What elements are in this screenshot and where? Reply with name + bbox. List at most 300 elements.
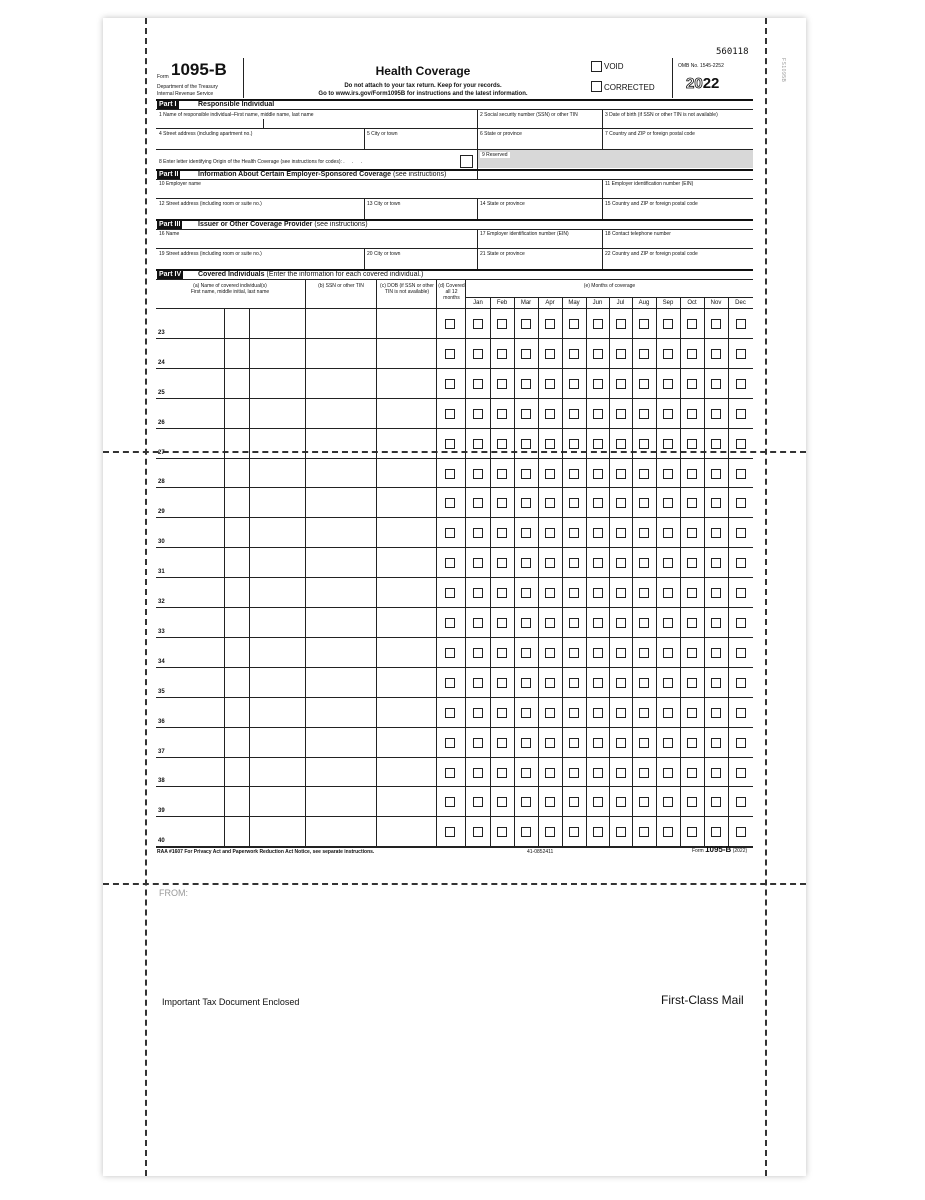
month-checkbox-feb[interactable] bbox=[497, 319, 507, 329]
month-checkbox-apr[interactable] bbox=[545, 588, 555, 598]
covered-12-months-checkbox[interactable] bbox=[445, 648, 455, 658]
month-checkbox-sep[interactable] bbox=[663, 409, 673, 419]
month-checkbox-aug[interactable] bbox=[639, 439, 649, 449]
month-checkbox-apr[interactable] bbox=[545, 498, 555, 508]
month-checkbox-jun[interactable] bbox=[593, 768, 603, 778]
footer-form-ref: Form 1095-B (2022) bbox=[692, 845, 748, 854]
month-checkbox-jun[interactable] bbox=[593, 558, 603, 568]
month-checkbox-jan[interactable] bbox=[473, 708, 483, 718]
month-checkbox-jun[interactable] bbox=[593, 319, 603, 329]
covered-12-months-checkbox[interactable] bbox=[445, 618, 455, 628]
field-9-label: 9 Reserved bbox=[482, 152, 508, 158]
month-checkbox-feb[interactable] bbox=[497, 618, 507, 628]
month-checkbox-dec[interactable] bbox=[736, 349, 746, 359]
month-checkbox-jun[interactable] bbox=[593, 379, 603, 389]
month-checkbox-may[interactable] bbox=[569, 409, 579, 419]
month-checkbox-sep[interactable] bbox=[663, 379, 673, 389]
month-checkbox-jul[interactable] bbox=[616, 498, 626, 508]
month-checkbox-oct[interactable] bbox=[687, 349, 697, 359]
month-checkbox-oct[interactable] bbox=[687, 648, 697, 658]
month-checkbox-jul[interactable] bbox=[616, 439, 626, 449]
month-checkbox-aug[interactable] bbox=[639, 558, 649, 568]
corrected-checkbox[interactable] bbox=[591, 81, 602, 92]
month-checkbox-jun[interactable] bbox=[593, 498, 603, 508]
month-checkbox-jan[interactable] bbox=[473, 678, 483, 688]
month-checkbox-sep[interactable] bbox=[663, 469, 673, 479]
month-checkbox-mar[interactable] bbox=[521, 528, 531, 538]
month-checkbox-jan[interactable] bbox=[473, 827, 483, 837]
month-checkbox-sep[interactable] bbox=[663, 648, 673, 658]
field-3-label: 3 Date of birth (if SSN or other TIN is not available) bbox=[605, 112, 718, 118]
month-checkbox-aug[interactable] bbox=[639, 469, 649, 479]
month-col-rule bbox=[586, 297, 587, 846]
month-checkbox-sep[interactable] bbox=[663, 708, 673, 718]
perforation-left bbox=[145, 18, 147, 1176]
month-checkbox-dec[interactable] bbox=[736, 708, 746, 718]
part2-title: Information About Certain Employer-Sponsored Coverage (see instructions) bbox=[198, 171, 447, 178]
month-checkbox-sep[interactable] bbox=[663, 439, 673, 449]
field-5-label: 5 City or town bbox=[367, 131, 398, 137]
month-checkbox-feb[interactable] bbox=[497, 678, 507, 688]
rule bbox=[156, 128, 753, 129]
month-checkbox-jul[interactable] bbox=[616, 648, 626, 658]
month-checkbox-jul[interactable] bbox=[616, 618, 626, 628]
month-checkbox-nov[interactable] bbox=[711, 469, 721, 479]
row-rule bbox=[156, 428, 753, 429]
form-code: 560118 bbox=[716, 47, 749, 57]
row-rule bbox=[156, 607, 753, 608]
row-rule bbox=[156, 727, 753, 728]
month-checkbox-may[interactable] bbox=[569, 319, 579, 329]
month-checkbox-dec[interactable] bbox=[736, 768, 746, 778]
month-checkbox-apr[interactable] bbox=[545, 618, 555, 628]
month-checkbox-jun[interactable] bbox=[593, 708, 603, 718]
month-checkbox-jul[interactable] bbox=[616, 528, 626, 538]
part4-label: Part IV bbox=[159, 271, 182, 278]
month-checkbox-feb[interactable] bbox=[497, 708, 507, 718]
row-number-39: 39 bbox=[158, 808, 165, 814]
month-checkbox-oct[interactable] bbox=[687, 379, 697, 389]
month-checkbox-apr[interactable] bbox=[545, 827, 555, 837]
covered-12-months-checkbox[interactable] bbox=[445, 588, 455, 598]
month-checkbox-dec[interactable] bbox=[736, 319, 746, 329]
row-rule bbox=[156, 547, 753, 548]
month-checkbox-may[interactable] bbox=[569, 439, 579, 449]
important-tax-doc: Important Tax Document Enclosed bbox=[162, 997, 300, 1007]
month-checkbox-oct[interactable] bbox=[687, 678, 697, 688]
header-divider-right bbox=[672, 58, 673, 98]
month-checkbox-mar[interactable] bbox=[521, 827, 531, 837]
covered-12-months-checkbox[interactable] bbox=[445, 708, 455, 718]
row-number-31: 31 bbox=[158, 569, 165, 575]
month-checkbox-mar[interactable] bbox=[521, 708, 531, 718]
part3-title: Issuer or Other Coverage Provider (see instructions) bbox=[198, 221, 368, 228]
month-checkbox-aug[interactable] bbox=[639, 648, 649, 658]
month-checkbox-aug[interactable] bbox=[639, 498, 649, 508]
month-checkbox-jun[interactable] bbox=[593, 797, 603, 807]
month-checkbox-mar[interactable] bbox=[521, 797, 531, 807]
month-checkbox-jul[interactable] bbox=[616, 738, 626, 748]
month-col-rule bbox=[562, 297, 563, 846]
month-checkbox-nov[interactable] bbox=[711, 708, 721, 718]
month-checkbox-dec[interactable] bbox=[736, 469, 746, 479]
month-checkbox-oct[interactable] bbox=[687, 768, 697, 778]
month-checkbox-oct[interactable] bbox=[687, 797, 697, 807]
month-header-nov: Nov bbox=[710, 300, 722, 306]
month-checkbox-jul[interactable] bbox=[616, 558, 626, 568]
month-header-sep: Sep bbox=[662, 300, 674, 306]
month-checkbox-dec[interactable] bbox=[736, 588, 746, 598]
month-checkbox-apr[interactable] bbox=[545, 528, 555, 538]
month-checkbox-jan[interactable] bbox=[473, 379, 483, 389]
covered-12-months-checkbox[interactable] bbox=[445, 319, 455, 329]
row-number-23: 23 bbox=[158, 330, 165, 336]
month-checkbox-jul[interactable] bbox=[616, 708, 626, 718]
month-checkbox-jun[interactable] bbox=[593, 827, 603, 837]
perforation-bottom bbox=[103, 883, 806, 885]
covered-12-months-checkbox[interactable] bbox=[445, 469, 455, 479]
month-checkbox-sep[interactable] bbox=[663, 738, 673, 748]
month-checkbox-sep[interactable] bbox=[663, 588, 673, 598]
month-checkbox-jul[interactable] bbox=[616, 379, 626, 389]
month-checkbox-jun[interactable] bbox=[593, 439, 603, 449]
month-checkbox-sep[interactable] bbox=[663, 827, 673, 837]
month-checkbox-sep[interactable] bbox=[663, 678, 673, 688]
form-number: 1095-B bbox=[171, 60, 227, 79]
month-checkbox-jul[interactable] bbox=[616, 588, 626, 598]
month-checkbox-mar[interactable] bbox=[521, 588, 531, 598]
row-number-35: 35 bbox=[158, 689, 165, 695]
month-checkbox-feb[interactable] bbox=[497, 768, 507, 778]
month-checkbox-apr[interactable] bbox=[545, 708, 555, 718]
month-checkbox-mar[interactable] bbox=[521, 678, 531, 688]
month-checkbox-may[interactable] bbox=[569, 827, 579, 837]
month-checkbox-oct[interactable] bbox=[687, 528, 697, 538]
month-checkbox-feb[interactable] bbox=[497, 498, 507, 508]
month-checkbox-apr[interactable] bbox=[545, 379, 555, 389]
month-checkbox-jun[interactable] bbox=[593, 469, 603, 479]
covered-12-months-checkbox[interactable] bbox=[445, 439, 455, 449]
month-header-apr: Apr bbox=[545, 300, 555, 306]
month-checkbox-dec[interactable] bbox=[736, 558, 746, 568]
month-checkbox-feb[interactable] bbox=[497, 738, 507, 748]
month-checkbox-may[interactable] bbox=[569, 648, 579, 658]
form-title: Health Coverage bbox=[375, 64, 471, 78]
month-checkbox-may[interactable] bbox=[569, 558, 579, 568]
month-checkbox-nov[interactable] bbox=[711, 498, 721, 508]
month-checkbox-aug[interactable] bbox=[639, 768, 649, 778]
month-checkbox-aug[interactable] bbox=[639, 678, 649, 688]
month-checkbox-aug[interactable] bbox=[639, 379, 649, 389]
month-checkbox-dec[interactable] bbox=[736, 648, 746, 658]
month-checkbox-jan[interactable] bbox=[473, 797, 483, 807]
month-checkbox-nov[interactable] bbox=[711, 738, 721, 748]
month-checkbox-jan[interactable] bbox=[473, 349, 483, 359]
month-checkbox-may[interactable] bbox=[569, 588, 579, 598]
month-checkbox-oct[interactable] bbox=[687, 469, 697, 479]
month-checkbox-may[interactable] bbox=[569, 349, 579, 359]
month-checkbox-may[interactable] bbox=[569, 469, 579, 479]
month-checkbox-sep[interactable] bbox=[663, 349, 673, 359]
month-checkbox-oct[interactable] bbox=[687, 439, 697, 449]
month-checkbox-oct[interactable] bbox=[687, 588, 697, 598]
month-checkbox-dec[interactable] bbox=[736, 379, 746, 389]
month-checkbox-jan[interactable] bbox=[473, 738, 483, 748]
month-checkbox-aug[interactable] bbox=[639, 588, 649, 598]
month-checkbox-may[interactable] bbox=[569, 738, 579, 748]
subtitle-2: Go to www.irs.gov/Form1095B for instructions and the latest information. bbox=[318, 91, 528, 97]
field-7-label: 7 Country and ZIP or foreign postal code bbox=[605, 131, 695, 137]
month-checkbox-mar[interactable] bbox=[521, 349, 531, 359]
row-number-26: 26 bbox=[158, 420, 165, 426]
month-checkbox-apr[interactable] bbox=[545, 797, 555, 807]
month-checkbox-jul[interactable] bbox=[616, 797, 626, 807]
month-checkbox-jan[interactable] bbox=[473, 469, 483, 479]
month-checkbox-oct[interactable] bbox=[687, 738, 697, 748]
row-number-29: 29 bbox=[158, 509, 165, 515]
month-checkbox-apr[interactable] bbox=[545, 558, 555, 568]
month-checkbox-apr[interactable] bbox=[545, 648, 555, 658]
month-checkbox-aug[interactable] bbox=[639, 827, 649, 837]
month-checkbox-oct[interactable] bbox=[687, 409, 697, 419]
month-col-rule bbox=[704, 297, 705, 846]
void-checkbox[interactable] bbox=[591, 61, 602, 72]
field-8-origin-box[interactable] bbox=[460, 155, 473, 168]
month-checkbox-aug[interactable] bbox=[639, 708, 649, 718]
month-checkbox-aug[interactable] bbox=[639, 528, 649, 538]
month-checkbox-mar[interactable] bbox=[521, 618, 531, 628]
month-checkbox-feb[interactable] bbox=[497, 588, 507, 598]
month-checkbox-mar[interactable] bbox=[521, 469, 531, 479]
perforation-middle bbox=[103, 451, 806, 453]
month-checkbox-jun[interactable] bbox=[593, 588, 603, 598]
month-checkbox-dec[interactable] bbox=[736, 439, 746, 449]
month-checkbox-jul[interactable] bbox=[616, 469, 626, 479]
rule bbox=[436, 279, 437, 846]
month-checkbox-apr[interactable] bbox=[545, 768, 555, 778]
month-checkbox-jun[interactable] bbox=[593, 678, 603, 688]
month-checkbox-may[interactable] bbox=[569, 708, 579, 718]
month-checkbox-nov[interactable] bbox=[711, 319, 721, 329]
month-checkbox-jul[interactable] bbox=[616, 827, 626, 837]
month-checkbox-mar[interactable] bbox=[521, 498, 531, 508]
month-checkbox-sep[interactable] bbox=[663, 768, 673, 778]
month-checkbox-feb[interactable] bbox=[497, 469, 507, 479]
month-checkbox-oct[interactable] bbox=[687, 558, 697, 568]
covered-12-months-checkbox[interactable] bbox=[445, 827, 455, 837]
field-17-label: 17 Employer identification number (EIN) bbox=[480, 231, 569, 237]
month-checkbox-nov[interactable] bbox=[711, 648, 721, 658]
row-number-32: 32 bbox=[158, 599, 165, 605]
col-c-header: (c) DOB (if SSN or other TIN is not available) bbox=[380, 283, 434, 295]
covered-12-months-checkbox[interactable] bbox=[445, 498, 455, 508]
month-checkbox-oct[interactable] bbox=[687, 708, 697, 718]
field-2-label: 2 Social security number (SSN) or other TIN bbox=[480, 112, 578, 118]
month-checkbox-jul[interactable] bbox=[616, 768, 626, 778]
covered-12-months-checkbox[interactable] bbox=[445, 349, 455, 359]
month-checkbox-jun[interactable] bbox=[593, 528, 603, 538]
rule bbox=[602, 179, 603, 219]
month-checkbox-oct[interactable] bbox=[687, 827, 697, 837]
row-number-24: 24 bbox=[158, 360, 165, 366]
month-checkbox-apr[interactable] bbox=[545, 678, 555, 688]
month-checkbox-nov[interactable] bbox=[711, 618, 721, 628]
month-checkbox-jan[interactable] bbox=[473, 439, 483, 449]
month-checkbox-jun[interactable] bbox=[593, 409, 603, 419]
perforation-right bbox=[765, 18, 767, 1176]
month-checkbox-dec[interactable] bbox=[736, 409, 746, 419]
month-checkbox-mar[interactable] bbox=[521, 648, 531, 658]
rule bbox=[156, 279, 753, 280]
covered-12-months-checkbox[interactable] bbox=[445, 678, 455, 688]
month-checkbox-mar[interactable] bbox=[521, 409, 531, 419]
month-checkbox-nov[interactable] bbox=[711, 409, 721, 419]
month-checkbox-jan[interactable] bbox=[473, 558, 483, 568]
month-checkbox-sep[interactable] bbox=[663, 319, 673, 329]
month-col-rule bbox=[514, 297, 515, 846]
month-checkbox-sep[interactable] bbox=[663, 618, 673, 628]
month-checkbox-dec[interactable] bbox=[736, 738, 746, 748]
month-checkbox-may[interactable] bbox=[569, 528, 579, 538]
month-checkbox-mar[interactable] bbox=[521, 379, 531, 389]
month-checkbox-feb[interactable] bbox=[497, 439, 507, 449]
month-checkbox-apr[interactable] bbox=[545, 469, 555, 479]
month-checkbox-jan[interactable] bbox=[473, 588, 483, 598]
month-checkbox-jan[interactable] bbox=[473, 409, 483, 419]
month-checkbox-jan[interactable] bbox=[473, 319, 483, 329]
month-checkbox-dec[interactable] bbox=[736, 618, 746, 628]
covered-12-months-checkbox[interactable] bbox=[445, 558, 455, 568]
month-checkbox-oct[interactable] bbox=[687, 618, 697, 628]
month-checkbox-jul[interactable] bbox=[616, 319, 626, 329]
month-checkbox-feb[interactable] bbox=[497, 528, 507, 538]
covered-12-months-checkbox[interactable] bbox=[445, 738, 455, 748]
row-number-28: 28 bbox=[158, 479, 165, 485]
month-checkbox-nov[interactable] bbox=[711, 827, 721, 837]
month-checkbox-nov[interactable] bbox=[711, 588, 721, 598]
month-checkbox-apr[interactable] bbox=[545, 439, 555, 449]
month-header-aug: Aug bbox=[638, 300, 650, 306]
month-checkbox-dec[interactable] bbox=[736, 797, 746, 807]
month-checkbox-may[interactable] bbox=[569, 379, 579, 389]
month-checkbox-feb[interactable] bbox=[497, 558, 507, 568]
row-rule bbox=[156, 816, 753, 817]
month-checkbox-oct[interactable] bbox=[687, 319, 697, 329]
month-checkbox-aug[interactable] bbox=[639, 349, 649, 359]
month-checkbox-nov[interactable] bbox=[711, 439, 721, 449]
month-checkbox-feb[interactable] bbox=[497, 648, 507, 658]
field-6-label: 6 State or province bbox=[480, 131, 522, 137]
month-checkbox-may[interactable] bbox=[569, 768, 579, 778]
month-checkbox-mar[interactable] bbox=[521, 558, 531, 568]
month-checkbox-aug[interactable] bbox=[639, 319, 649, 329]
month-checkbox-jun[interactable] bbox=[593, 738, 603, 748]
month-checkbox-nov[interactable] bbox=[711, 797, 721, 807]
row-number-37: 37 bbox=[158, 749, 165, 755]
month-checkbox-nov[interactable] bbox=[711, 768, 721, 778]
month-checkbox-aug[interactable] bbox=[639, 797, 649, 807]
month-checkbox-mar[interactable] bbox=[521, 738, 531, 748]
rule bbox=[364, 128, 365, 149]
rule bbox=[156, 179, 753, 180]
covered-12-months-checkbox[interactable] bbox=[445, 528, 455, 538]
month-checkbox-jul[interactable] bbox=[616, 678, 626, 688]
row-rule bbox=[156, 458, 753, 459]
month-checkbox-dec[interactable] bbox=[736, 528, 746, 538]
month-checkbox-jan[interactable] bbox=[473, 648, 483, 658]
month-checkbox-sep[interactable] bbox=[663, 498, 673, 508]
col-a-header: (a) Name of covered individual(s) First name, middle initial, last name bbox=[190, 283, 270, 295]
dept-line1: Department of the Treasury bbox=[157, 84, 218, 90]
month-checkbox-jan[interactable] bbox=[473, 528, 483, 538]
month-checkbox-sep[interactable] bbox=[663, 797, 673, 807]
month-checkbox-mar[interactable] bbox=[521, 319, 531, 329]
month-checkbox-may[interactable] bbox=[569, 797, 579, 807]
month-checkbox-aug[interactable] bbox=[639, 618, 649, 628]
month-checkbox-jun[interactable] bbox=[593, 648, 603, 658]
month-checkbox-nov[interactable] bbox=[711, 558, 721, 568]
field-12-label: 12 Street address (including room or suite no.) bbox=[159, 201, 262, 207]
covered-12-months-checkbox[interactable] bbox=[445, 409, 455, 419]
month-checkbox-aug[interactable] bbox=[639, 409, 649, 419]
month-checkbox-dec[interactable] bbox=[736, 498, 746, 508]
month-checkbox-may[interactable] bbox=[569, 498, 579, 508]
month-checkbox-feb[interactable] bbox=[497, 827, 507, 837]
rule bbox=[376, 279, 377, 846]
month-checkbox-apr[interactable] bbox=[545, 349, 555, 359]
month-checkbox-may[interactable] bbox=[569, 618, 579, 628]
month-checkbox-dec[interactable] bbox=[736, 827, 746, 837]
month-checkbox-apr[interactable] bbox=[545, 738, 555, 748]
month-checkbox-jan[interactable] bbox=[473, 618, 483, 628]
month-col-rule bbox=[609, 297, 610, 846]
month-checkbox-apr[interactable] bbox=[545, 319, 555, 329]
month-checkbox-jan[interactable] bbox=[473, 768, 483, 778]
month-col-rule bbox=[538, 297, 539, 846]
covered-12-months-checkbox[interactable] bbox=[445, 797, 455, 807]
month-checkbox-feb[interactable] bbox=[497, 409, 507, 419]
covered-12-months-checkbox[interactable] bbox=[445, 768, 455, 778]
month-checkbox-nov[interactable] bbox=[711, 678, 721, 688]
covered-12-months-checkbox[interactable] bbox=[445, 379, 455, 389]
month-checkbox-jan[interactable] bbox=[473, 498, 483, 508]
row-rule bbox=[156, 577, 753, 578]
month-col-rule bbox=[632, 297, 633, 846]
month-checkbox-oct[interactable] bbox=[687, 498, 697, 508]
month-checkbox-nov[interactable] bbox=[711, 349, 721, 359]
month-checkbox-mar[interactable] bbox=[521, 768, 531, 778]
month-checkbox-jul[interactable] bbox=[616, 409, 626, 419]
month-checkbox-feb[interactable] bbox=[497, 379, 507, 389]
month-checkbox-feb[interactable] bbox=[497, 349, 507, 359]
field-11-label: 11 Employer identification number (EIN) bbox=[605, 181, 694, 187]
month-checkbox-nov[interactable] bbox=[711, 379, 721, 389]
month-checkbox-jun[interactable] bbox=[593, 349, 603, 359]
part4-title: Covered Individuals (Enter the information for each covered individual.) bbox=[198, 271, 424, 278]
month-checkbox-jul[interactable] bbox=[616, 349, 626, 359]
month-checkbox-sep[interactable] bbox=[663, 558, 673, 568]
month-checkbox-feb[interactable] bbox=[497, 797, 507, 807]
month-checkbox-dec[interactable] bbox=[736, 678, 746, 688]
month-checkbox-may[interactable] bbox=[569, 678, 579, 688]
month-checkbox-apr[interactable] bbox=[545, 409, 555, 419]
field-9-shaded bbox=[478, 150, 753, 168]
month-checkbox-nov[interactable] bbox=[711, 528, 721, 538]
month-checkbox-jun[interactable] bbox=[593, 618, 603, 628]
month-checkbox-sep[interactable] bbox=[663, 528, 673, 538]
month-checkbox-aug[interactable] bbox=[639, 738, 649, 748]
month-checkbox-mar[interactable] bbox=[521, 439, 531, 449]
